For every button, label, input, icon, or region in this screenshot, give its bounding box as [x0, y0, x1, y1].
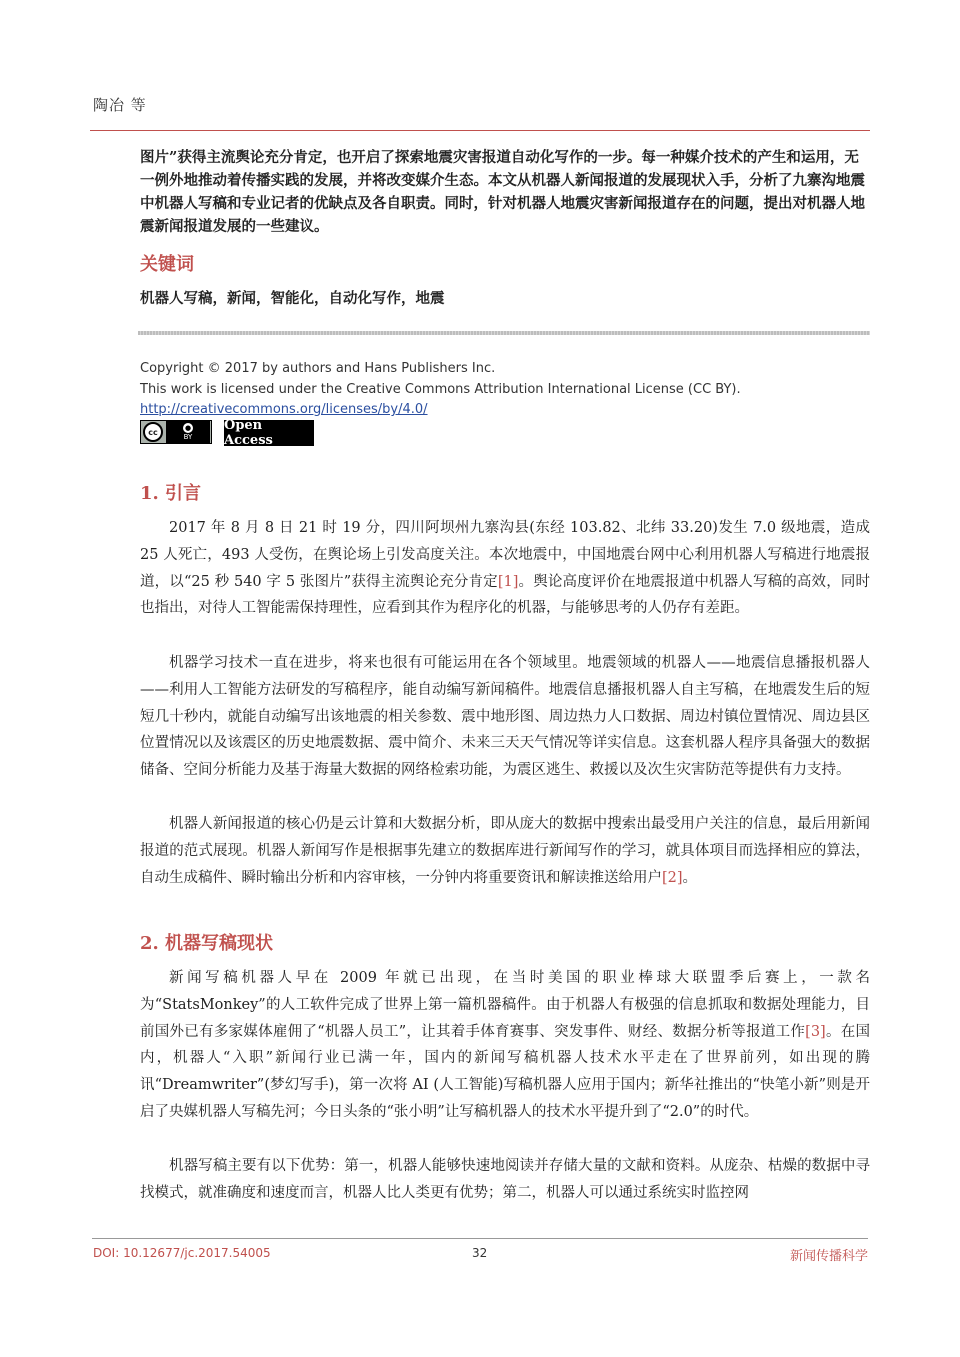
- cc-icon: cc: [143, 422, 163, 442]
- paragraph-text: 。在国内，机器人“入职”新闻行业已满一年，国内的新闻写稿机器人技术水平走在了世界前列，如出现的腾讯“Dreamwriter”(梦幻写手)，第一次将 AI (人工智能)写稿机器人应用于国内；新华社推出的“快笔小新”则是开启了央媒机器人写稿先河；今日头条的“张小明”让写稿机器人的技术水平提升到了“2.0”的时代。: [140, 1023, 871, 1120]
- license-line: This work is licensed under the Creative Commons Attribution International License (CC BY).: [140, 381, 741, 397]
- citation-link[interactable]: [3]: [805, 1023, 826, 1040]
- copyright-line: Copyright © 2017 by authors and Hans Publishers Inc.: [140, 361, 496, 376]
- paragraph-text: 。舆论高度评价在地震报道中机器人写稿的高效，同时也指出，对待人工智能需保持理性，应看到其作为程序化的机器，与能够思考的人仍存有差距。: [140, 573, 870, 617]
- paragraph-text: 机器人新闻报道的核心仍是云计算和大数据分析，即从庞大的数据中搜索出最受用户关注的信息，最后用新闻报道的范式展现。机器人新闻写作是根据事先建立的数据库进行新闻写作的学习，就具体项目而选择相应的算法，自动生成稿件、瞬时输出分析和内容审核，一分钟内将重要资讯和解读推送给用户: [140, 816, 870, 886]
- cc-by-badge[interactable]: [140, 420, 212, 444]
- by-label: BY: [183, 433, 193, 441]
- keywords-heading: 关键词: [140, 254, 194, 275]
- by-icon: [166, 421, 210, 443]
- section-1-paragraph-1: [140, 515, 870, 622]
- paragraph-text: 2017 年 8 月 8 日 21 时 19 分，四川阿坝州九寨沟县(东经 103.82、北纬 33.20)发生 7.0 级地震，造成 25 人死亡，493 人受伤，在舆论场上引发高度关注。本次地震中，中国地震台网中心利用机器人写稿进行地震报道，以“25 秒 540 字 5 张图片”获得主流舆论充分肯定: [140, 520, 870, 590]
- person-icon: ●: [184, 424, 192, 432]
- keywords-text: 机器人写稿，新闻，智能化，自动化写作，地震: [140, 290, 445, 307]
- running-header-author: 陶冶 等: [93, 96, 147, 114]
- paragraph-text: 新闻写稿机器人早在 2009 年就已出现，在当时美国的职业棒球大联盟季后赛上，一款名为“StatsMonkey”的人工软件完成了世界上第一篇机器稿件。由于机器人有极强的信息抓取和数据处理能力，目前国外已有多家媒体雇佣了“机器人员工”，让其着手体育赛事、突发事件、财经、数据分析等报道工作: [140, 970, 870, 1040]
- header-divider: [90, 130, 870, 131]
- section-1-paragraph-3: [140, 811, 870, 891]
- section-1-paragraph-2: 机器学习技术一直在进步，将来也很有可能运用在各个领域里。地震领域的机器人——地震信息播报机器人——利用人工智能方法研发的写稿程序，能自动编写新闻稿件。地震信息播报机器人自主写稿，在地震发生后的短短几十秒内，就能自动编写出该地震的相关参数、震中地形图、周边热力人口数据、周边村镇位置情况、周边县区位置情况以及该震区的历史地震数据、震中简介、未来三天天气情况等详实信息。这套机器人程序具备强大的数据储备、空间分析能力及基于海量大数据的网络检索功能，为震区逃生、救援以及次生灾害防范等提供有力支持。: [140, 655, 870, 779]
- abstract-text: 图片”获得主流舆论充分肯定，也开启了探索地震灾害报道自动化写作的一步。每一种媒介技术的产生和运用，无一例外地推动着传播实践的发展，并将改变媒介生态。本文从机器人新闻报道的发展现状入手，分析了九寨沟地震中机器人写稿和专业记者的优缺点及各自职责。同时，针对机器人地震灾害新闻报道存在的问题，提出对机器人地震新闻报道发展的一些建议。: [140, 149, 865, 235]
- section-2-title: 2. 机器写稿现状: [140, 933, 274, 954]
- section-1-title: 1. 引言: [140, 483, 202, 504]
- citation-link[interactable]: [1]: [497, 573, 519, 590]
- section-2-paragraph-2: 机器写稿主要有以下优势：第一，机器人能够快速地阅读并存储大量的文献和资料。从庞杂、枯燥的数据中寻找模式，就准确度和速度而言，机器人比人类更有优势；第二，机器人可以通过系统实时监控网: [140, 1158, 870, 1201]
- footer-doi[interactable]: DOI: 10.12677/jc.2017.54005: [93, 1246, 271, 1260]
- footer-divider: [92, 1238, 868, 1239]
- journal-name: 新闻传播科学: [789, 1249, 868, 1264]
- page-number: 32: [472, 1246, 488, 1260]
- license-badges: [140, 420, 314, 446]
- citation-link[interactable]: [2]: [662, 869, 683, 886]
- section-separator: [138, 331, 870, 335]
- copyright-block: [140, 359, 870, 421]
- license-link[interactable]: http://creativecommons.org/licenses/by/4.0/: [140, 402, 428, 417]
- open-access-badge: Open Access: [224, 420, 314, 446]
- section-2-paragraph-1: [140, 965, 870, 1126]
- paragraph-text: 。: [682, 869, 698, 886]
